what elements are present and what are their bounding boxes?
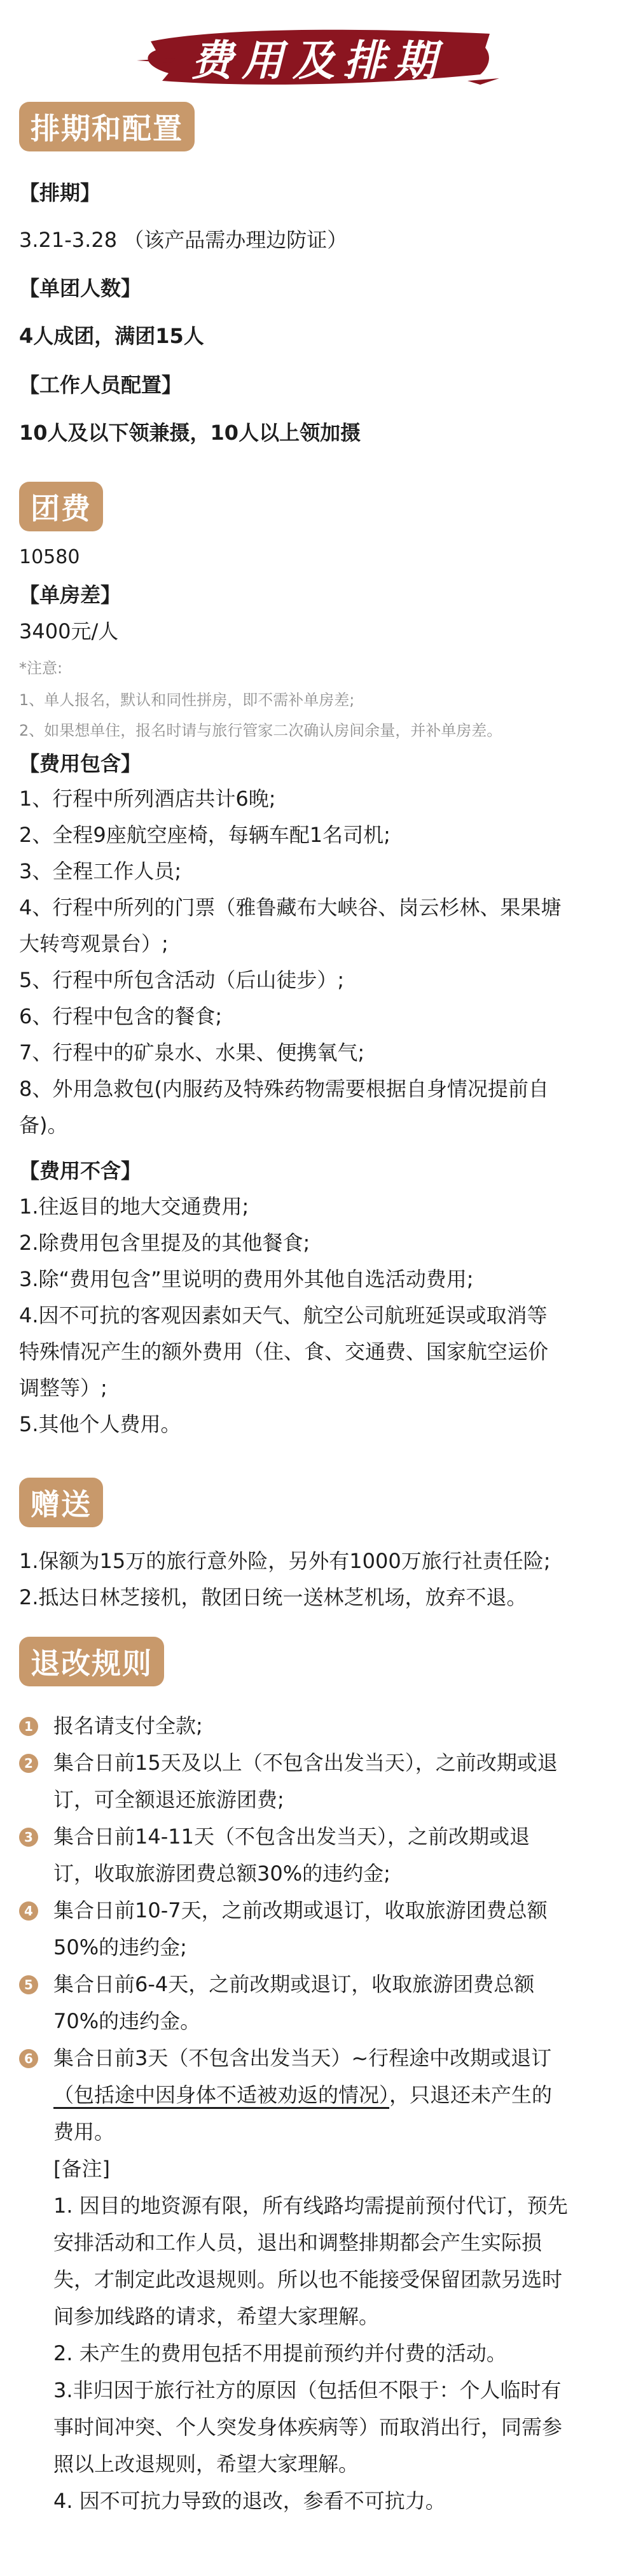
note-line: 事时间冲突、个人突发身体疾病等）而取消出行，同需参 bbox=[53, 2415, 563, 2439]
list-item: 1、行程中所列酒店共计6晚; bbox=[19, 787, 276, 811]
number-badge: 5 bbox=[19, 1975, 38, 1994]
number-badge: 4 bbox=[19, 1901, 38, 1921]
note-line: 4. 因不可抗力导致的退改，参看不可抗力。 bbox=[53, 2489, 446, 2513]
list-item: 特殊情况产生的额外费用（住、食、交通费、国家航空运价 bbox=[19, 1340, 549, 1364]
rule-text: 费用。 bbox=[53, 2120, 115, 2144]
rule-text: 集合日前15天及以上（不包含出发当天），之前改期或退 bbox=[53, 1751, 558, 1775]
refund-rule-item bbox=[19, 1818, 617, 1892]
exclude-list bbox=[19, 1189, 617, 1443]
staff-heading: 【工作人员配置】 bbox=[19, 373, 183, 397]
note-line: 安排活动和工作人员，退出和调整排期都会产生实际损 bbox=[53, 2230, 543, 2255]
note-line: 2. 未产生的费用包括不用提前预约并付费的活动。 bbox=[53, 2341, 507, 2365]
list-item: 6、行程中包含的餐食; bbox=[19, 1004, 223, 1028]
rule-text: 集合日前3天（不包含出发当天）~行程途中改期或退订 bbox=[53, 2046, 552, 2070]
group-size-heading: 【单团人数】 bbox=[19, 276, 142, 300]
list-item: 大转弯观景台）; bbox=[19, 932, 169, 956]
list-item: 3、全程工作人员; bbox=[19, 859, 182, 883]
section-header-refund: 退改规则 bbox=[19, 1637, 164, 1686]
page-title: 费用及排期 bbox=[191, 35, 445, 85]
note-line: 3.非归因于旅行社方的原因（包括但不限于：个人临时有 bbox=[53, 2378, 562, 2402]
section-header-gift: 赠送 bbox=[19, 1478, 103, 1527]
include-list bbox=[19, 781, 617, 1144]
group-size-value: 4人成团，满团15人 bbox=[19, 324, 204, 348]
title-banner bbox=[137, 22, 499, 91]
section-header-fee: 团费 bbox=[19, 482, 103, 531]
note-title: *注意: bbox=[19, 659, 63, 677]
list-item: 调整等）; bbox=[19, 1376, 107, 1400]
rule-text: 集合日前10-7天，之前改期或退订，收取旅游团费总额 bbox=[53, 1898, 548, 1922]
refund-rule-item bbox=[19, 2040, 617, 2150]
refund-rule-item bbox=[19, 1707, 617, 1744]
list-item: 备)。 bbox=[19, 1113, 68, 1137]
rule-text: 50%的违约金; bbox=[53, 1935, 187, 1959]
rule-text bbox=[53, 2076, 617, 2113]
list-item: 2.除费用包含里提及的其他餐食; bbox=[19, 1231, 310, 1255]
single-room-heading: 【单房差】 bbox=[19, 583, 121, 607]
single-room-value: 3400元/人 bbox=[19, 619, 119, 643]
number-badge: 3 bbox=[19, 1828, 38, 1847]
list-item: 2、全程9座航空座椅，每辆车配1名司机; bbox=[19, 823, 391, 847]
section-header-schedule: 排期和配置 bbox=[19, 102, 195, 151]
refund-rule-item bbox=[19, 1892, 617, 1966]
include-heading: 【费用包含】 bbox=[19, 752, 142, 776]
list-item: 5.其他个人费用。 bbox=[19, 1412, 181, 1436]
rule-text: 集合日前14-11天（不包含出发当天），之前改期或退 bbox=[53, 1824, 530, 1849]
rule-text: 集合日前6-4天，之前改期或退订，收取旅游团费总额 bbox=[53, 1972, 535, 1996]
gift-list bbox=[19, 1543, 617, 1616]
list-item: 4、行程中所列的门票（雅鲁藏布大峡谷、岗云杉林、果果塘 bbox=[19, 895, 562, 920]
notes-title: [备注] bbox=[53, 2157, 110, 2181]
list-item: 1.保额为15万的旅行意外险，另外有1000万旅行社责任险; bbox=[19, 1549, 551, 1573]
rule-text: 订，可全额退还旅游团费; bbox=[53, 1788, 284, 1812]
exclude-heading: 【费用不含】 bbox=[19, 1159, 142, 1183]
note-line-2: 2、如果想单住，报名时请与旅行管家二次确认房间余量，并补单房差。 bbox=[19, 722, 502, 739]
rule-text-tail: ，只退还未产生的 bbox=[389, 2083, 553, 2107]
rule-text: 70%的违约金。 bbox=[53, 2009, 201, 2033]
rule-text: 报名请支付全款; bbox=[53, 1714, 203, 1738]
list-item: 3.除“费用包含”里说明的费用外其他自选活动费用; bbox=[19, 1267, 474, 1291]
note-line: 照以上改退规则，希望大家理解。 bbox=[53, 2452, 359, 2476]
staff-value: 10人及以下领兼摄，10人以上领加摄 bbox=[19, 421, 361, 445]
schedule-heading: 【排期】 bbox=[19, 181, 101, 205]
list-item: 4.因不可抗的客观因素如天气、航空公司航班延误或取消等 bbox=[19, 1303, 548, 1327]
refund-rule-item bbox=[19, 1744, 617, 1818]
number-badge: 6 bbox=[19, 2049, 38, 2068]
refund-rule-item bbox=[19, 1966, 617, 2040]
list-item: 1.往返目的地大交通费用; bbox=[19, 1194, 249, 1219]
refund-rules-list bbox=[19, 1707, 617, 2519]
note-line: 1. 因目的地资源有限，所有线路均需提前预付代订，预先 bbox=[53, 2194, 568, 2218]
number-badge: 2 bbox=[19, 1754, 38, 1773]
note-line-1: 1、单人报名，默认和同性拼房，即不需补单房差; bbox=[19, 691, 355, 709]
tour-price: 10580 bbox=[19, 546, 80, 568]
list-item: 5、行程中所包含活动（后山徒步）; bbox=[19, 968, 345, 992]
rule-text: 订，收取旅游团费总额30%的违约金; bbox=[53, 1861, 391, 1886]
note-line: 失，才制定此改退规则。所以也不能接受保留团款另选时 bbox=[53, 2267, 563, 2292]
list-item: 2.抵达日林芝接机，散团日统一送林芝机场，放弃不退。 bbox=[19, 1585, 527, 1609]
underlined-text: （包括途中因身体不适被劝返的情况） bbox=[53, 2083, 390, 2107]
schedule-dates: 3.21-3.28 （该产品需办理边防证） bbox=[19, 228, 348, 252]
note-line: 间参加线路的请求，希望大家理解。 bbox=[53, 2304, 380, 2328]
number-badge: 1 bbox=[19, 1717, 38, 1736]
list-item: 8、外用急救包(内服药及特殊药物需要根据自身情况提前自 bbox=[19, 1077, 549, 1101]
list-item: 7、行程中的矿泉水、水果、便携氧气; bbox=[19, 1040, 365, 1065]
